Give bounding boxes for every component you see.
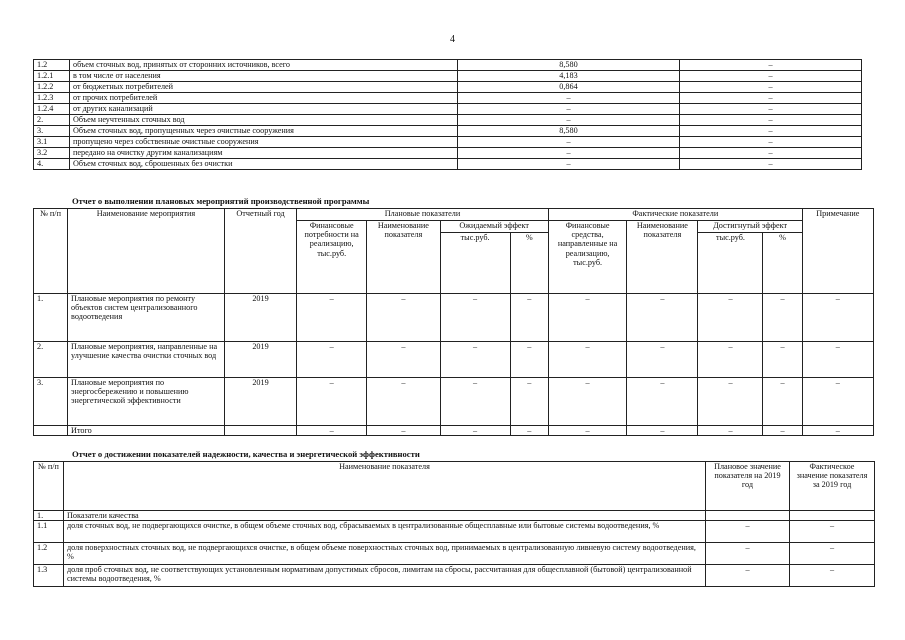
dash-cell: –: [627, 426, 698, 436]
dash-cell: –: [802, 342, 873, 378]
header-plan-percent: %: [510, 233, 548, 294]
header-num: № п/п: [34, 209, 68, 294]
row-other: –: [680, 93, 862, 104]
measure-year: 2019: [224, 294, 296, 342]
ind-header-num: № п/п: [34, 462, 64, 511]
row-code: 2.: [34, 115, 70, 126]
ind-header-name: Наименование показателя: [64, 462, 706, 511]
row-name: Объем неучтенных сточных вод: [70, 115, 458, 126]
indicator-name: доля проб сточных вод, не соответствующих установленным нормативам допустимых сбросов, лимитам на сбросы, рассчитанная для общесплавной (бытовой) централизованной системы водоотведения, %: [64, 565, 706, 587]
row-code: 3.1: [34, 137, 70, 148]
row-code: 1.2.1: [34, 71, 70, 82]
table-row: [34, 60, 862, 71]
row-code: 1.2.4: [34, 104, 70, 115]
balance-table: [33, 59, 862, 170]
dash-cell: –: [297, 294, 367, 342]
row-value: 0,864: [458, 82, 680, 93]
table-row: [34, 137, 862, 148]
table-row: [34, 82, 862, 93]
dash-cell: –: [698, 426, 763, 436]
row-name: от прочих потребителей: [70, 93, 458, 104]
table-row: [34, 104, 862, 115]
dash-cell: –: [440, 342, 510, 378]
measure-num: 1.: [34, 294, 68, 342]
dash-cell: –: [763, 342, 802, 378]
indicator-plan: –: [706, 543, 790, 565]
table-row: [34, 93, 862, 104]
dash-cell: –: [548, 342, 626, 378]
measure-year: 2019: [224, 342, 296, 378]
dash-cell: –: [510, 378, 548, 426]
row-name: от бюджетных потребителей: [70, 82, 458, 93]
header-year: Отчетный год: [224, 209, 296, 294]
row-name: пропущено через собственные очистные сооружения: [70, 137, 458, 148]
dash-cell: –: [367, 426, 440, 436]
indicator-num: 1.2: [34, 543, 64, 565]
row-other: –: [680, 137, 862, 148]
measure-num: 2.: [34, 342, 68, 378]
row-name: Объем сточных вод, пропущенных через очистные сооружения: [70, 126, 458, 137]
header-note: Примечание: [802, 209, 873, 294]
dash-cell: –: [440, 378, 510, 426]
indicator-fact: –: [790, 521, 875, 543]
row-value: –: [458, 93, 680, 104]
row-value: 8,580: [458, 60, 680, 71]
indicator-plan: –: [706, 521, 790, 543]
dash-cell: –: [297, 426, 367, 436]
dash-cell: –: [802, 426, 873, 436]
row-code: 4.: [34, 159, 70, 170]
header-plan-finance: Финансовые потребности на реализацию, тыс.руб.: [297, 221, 367, 294]
row-code: 3.2: [34, 148, 70, 159]
dash-cell: –: [510, 294, 548, 342]
dash-cell: –: [763, 294, 802, 342]
header-achieved-effect: Достигнутый эффект: [698, 221, 802, 233]
ind-section-plan: [706, 511, 790, 521]
total-year: [224, 426, 296, 436]
dash-cell: –: [548, 378, 626, 426]
table-row: [34, 565, 875, 587]
row-value: –: [458, 104, 680, 115]
dash-cell: –: [297, 378, 367, 426]
table-row: [34, 294, 874, 342]
row-value: –: [458, 115, 680, 126]
table-row: [34, 148, 862, 159]
total-label: Итого: [68, 426, 225, 436]
header-fact-percent: %: [763, 233, 802, 294]
row-code: 3.: [34, 126, 70, 137]
ind-section-num: 1.: [34, 511, 64, 521]
measure-name: Плановые мероприятия, направленные на улучшение качества очистки сточных вод: [68, 342, 225, 378]
header-plan-rub: тыс.руб.: [440, 233, 510, 294]
row-value: 4,183: [458, 71, 680, 82]
dash-cell: –: [367, 378, 440, 426]
table-row: [34, 521, 875, 543]
row-name: в том числе от населения: [70, 71, 458, 82]
dash-cell: –: [802, 294, 873, 342]
dash-cell: –: [698, 342, 763, 378]
ind-header-plan: Плановое значение показателя на 2019 год: [706, 462, 790, 511]
table-row: [34, 126, 862, 137]
indicator-plan: –: [706, 565, 790, 587]
dash-cell: –: [367, 342, 440, 378]
table-row: [34, 342, 874, 378]
dash-cell: –: [510, 426, 548, 436]
indicator-num: 1.3: [34, 565, 64, 587]
dash-cell: –: [440, 294, 510, 342]
row-other: –: [680, 115, 862, 126]
header-fact-finance: Финансовые средства, направленные на реализацию, тыс.руб.: [548, 221, 626, 294]
row-other: –: [680, 71, 862, 82]
row-name: от других канализаций: [70, 104, 458, 115]
row-name: передано на очистку другим канализациям: [70, 148, 458, 159]
program-report-table: [33, 208, 874, 436]
dash-cell: –: [510, 342, 548, 378]
dash-cell: –: [763, 426, 802, 436]
header-fact-rub: тыс.руб.: [698, 233, 763, 294]
header-actual: Фактические показатели: [548, 209, 802, 221]
row-value: 8,580: [458, 126, 680, 137]
program-report-caption: Отчет о выполнении плановых мероприятий производственной программы: [72, 196, 370, 206]
table-row: [34, 543, 875, 565]
ind-header-fact: Фактическое значение показателя за 2019 год: [790, 462, 875, 511]
dash-cell: –: [698, 294, 763, 342]
indicators-report-caption: Отчет о достижении показателей надежности, качества и энергетической эффективности: [72, 449, 420, 459]
header-plan-indicator-name: Наименование показателя: [367, 221, 440, 294]
ind-section-name: Показатели качества: [64, 511, 706, 521]
row-code: 1.2.3: [34, 93, 70, 104]
total-num: [34, 426, 68, 436]
row-value: –: [458, 159, 680, 170]
row-value: –: [458, 137, 680, 148]
table-row: [34, 378, 874, 426]
row-value: –: [458, 148, 680, 159]
dash-cell: –: [698, 378, 763, 426]
dash-cell: –: [802, 378, 873, 426]
header-expected-effect: Ожидаемый эффект: [440, 221, 548, 233]
row-code: 1.2: [34, 60, 70, 71]
table-row: [34, 115, 862, 126]
dash-cell: –: [548, 426, 626, 436]
dash-cell: –: [548, 294, 626, 342]
ind-section-fact: [790, 511, 875, 521]
page-number: 4: [450, 34, 455, 45]
row-other: –: [680, 126, 862, 137]
indicator-name: доля поверхностных сточных вод, не подвергающихся очистке, в общем объеме поверхностных сточных вод, принимаемых в централизованную ливневую систему водоотведения, %: [64, 543, 706, 565]
dash-cell: –: [440, 426, 510, 436]
row-other: –: [680, 148, 862, 159]
row-code: 1.2.2: [34, 82, 70, 93]
row-other: –: [680, 104, 862, 115]
row-other: –: [680, 82, 862, 93]
table-row: [34, 159, 862, 170]
indicator-name: доля сточных вод, не подвергающихся очистке, в общем объеме сточных вод, сбрасываемых в централизованные общесплавные или бытовые системы водоотведения, %: [64, 521, 706, 543]
indicator-fact: –: [790, 543, 875, 565]
measure-name: Плановые мероприятия по энергосбережению и повышению энергетической эффективности: [68, 378, 225, 426]
row-name: объем сточных вод, принятых от сторонних источников, всего: [70, 60, 458, 71]
total-row: [34, 426, 874, 436]
dash-cell: –: [627, 342, 698, 378]
measure-num: 3.: [34, 378, 68, 426]
header-measure-name: Наименование мероприятия: [68, 209, 225, 294]
row-name: Объем сточных вод, сброшенных без очистки: [70, 159, 458, 170]
indicator-fact: –: [790, 565, 875, 587]
dash-cell: –: [627, 378, 698, 426]
header-fact-indicator-name: Наименование показателя: [627, 221, 698, 294]
dash-cell: –: [763, 378, 802, 426]
header-planned: Плановые показатели: [297, 209, 549, 221]
row-other: –: [680, 60, 862, 71]
indicator-num: 1.1: [34, 521, 64, 543]
indicators-report-table: [33, 461, 875, 587]
table-row: [34, 71, 862, 82]
dash-cell: –: [367, 294, 440, 342]
dash-cell: –: [627, 294, 698, 342]
measure-year: 2019: [224, 378, 296, 426]
row-other: –: [680, 159, 862, 170]
dash-cell: –: [297, 342, 367, 378]
measure-name: Плановые мероприятия по ремонту объектов систем централизованного водоотведения: [68, 294, 225, 342]
